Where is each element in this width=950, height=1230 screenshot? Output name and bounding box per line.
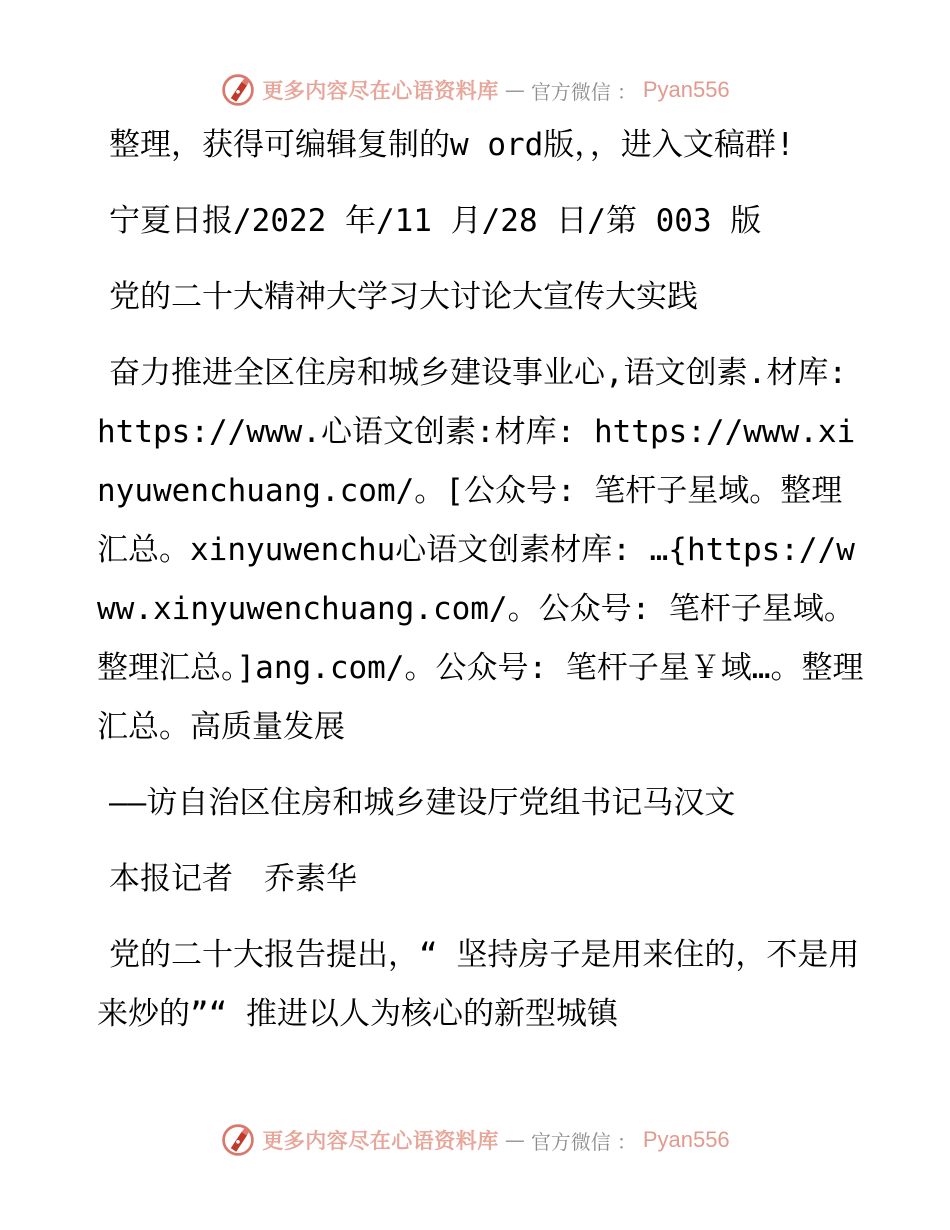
intro-paragraph: 整理，获得可编辑复制的w ord版，，进入文稿群! xyxy=(109,127,795,163)
pen-nib-circle-icon xyxy=(220,72,256,108)
header-banner xyxy=(0,68,950,112)
banner-main-text: 更多内容尽在心语资料库 xyxy=(262,78,499,103)
source-line: 宁夏日报/2022 年/11 月/28 日/第 003 版 xyxy=(109,203,762,239)
footer-separator: — xyxy=(504,1128,525,1152)
banner-wechat-id: Pyan556 xyxy=(642,77,730,102)
footer-wechat-id: Pyan556 xyxy=(642,1127,730,1152)
article-title: 奋力推进全区住房和城乡建设事业心,语文创素.材库: https://www.心语文创素:材库: https://www.xinyuwenchuang.com/。[公众号: 笔杆子星域。整理汇总。xinyuwenchu心语文创素材库: …{https://www.xinyuwenchuang.com/。公众号: 笔杆子星域。整理汇总。]ang.com/。公众号: 笔杆子星￥域…。整理汇总。高质量发展 xyxy=(97,355,864,745)
pen-nib-circle-icon xyxy=(220,1122,256,1158)
footer-label: 官方微信 xyxy=(530,1129,611,1154)
column-heading: 党的二十大精神大学习大讨论大宣传大实践 xyxy=(109,279,698,315)
footer-main-text: 更多内容尽在心语资料库 xyxy=(262,1128,499,1153)
footer-banner xyxy=(0,1118,950,1162)
banner-label: 官方微信 xyxy=(530,79,611,104)
banner-colon: ： xyxy=(616,79,637,104)
footer-colon: ： xyxy=(616,1129,637,1154)
body-paragraph: 党的二十大报告提出，“ 坚持房子是用来住的，不是用来炒的”“ 推进以人为核心的新型城镇 xyxy=(97,937,860,1032)
reporter-byline: 本报记者 乔素华 xyxy=(109,861,357,897)
document-body xyxy=(97,116,872,1061)
banner-separator: — xyxy=(504,78,525,102)
article-subtitle: ——访自治区住房和城乡建设厅党组书记马汉文 xyxy=(109,785,736,821)
